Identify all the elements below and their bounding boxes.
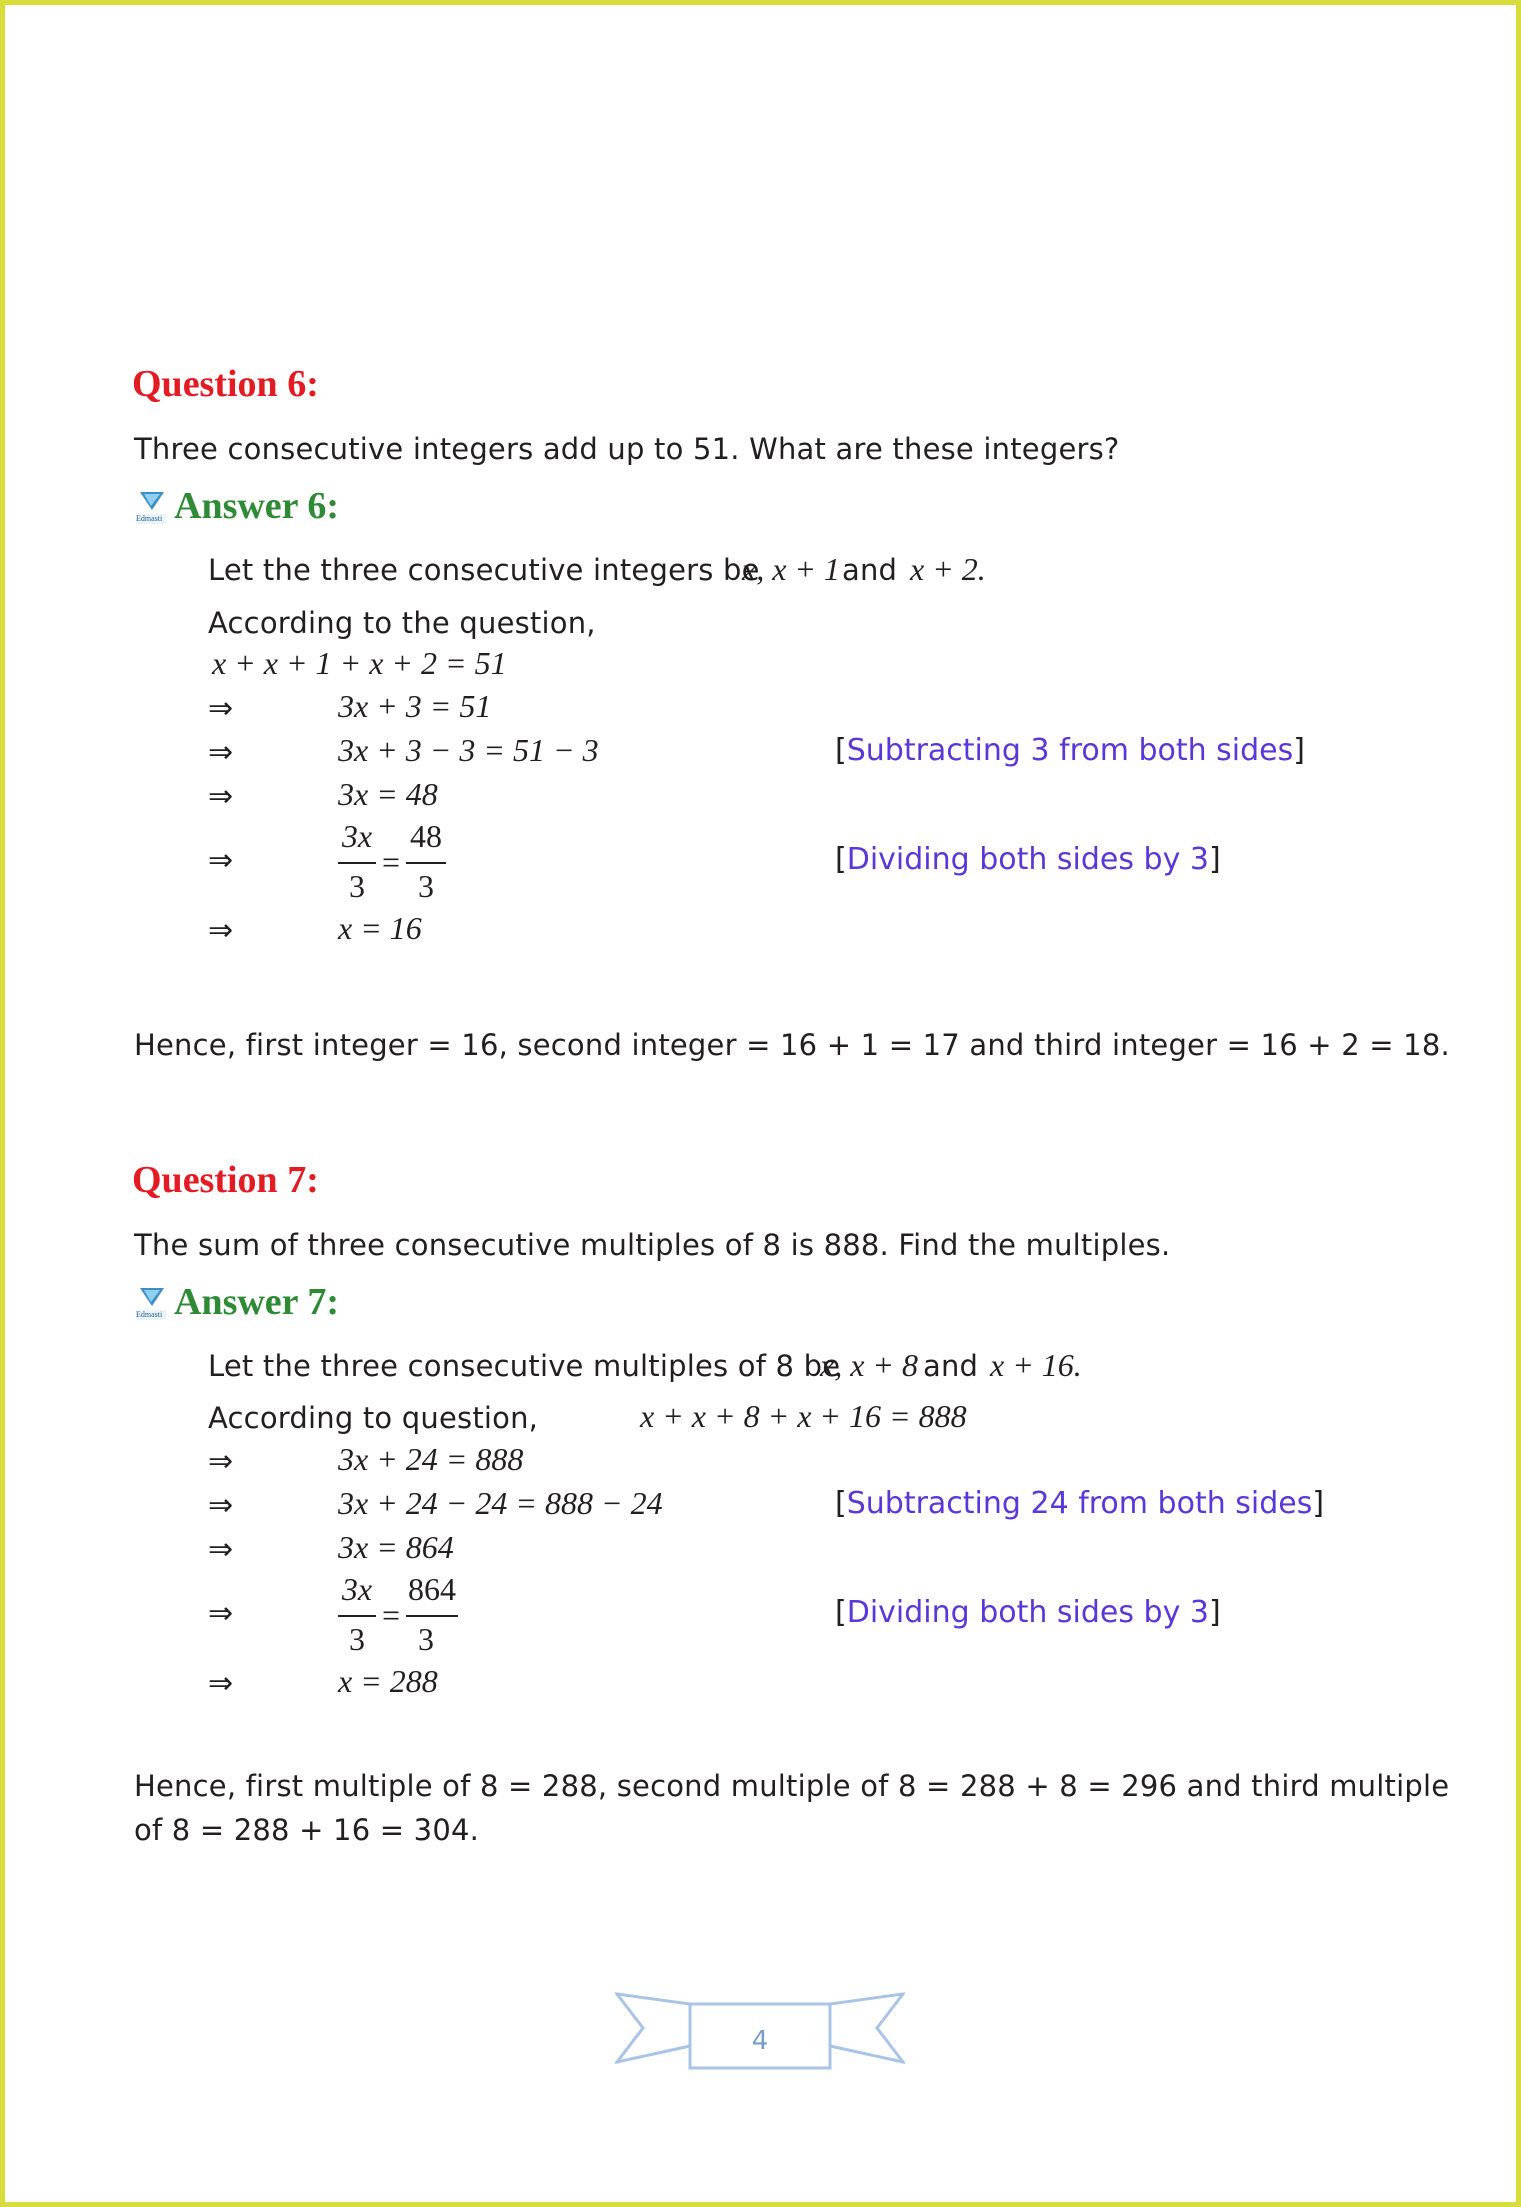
q7-arrow-5: ⇒ [208,1666,234,1701]
answer-6-heading: Answer 6: [174,485,340,527]
q7-arrow-2: ⇒ [208,1488,234,1523]
q7-let-and: and [923,1349,979,1383]
q7-step5: x = 288 [338,1663,438,1699]
q6-frac-right-numerator: 48 [410,818,442,854]
q6-note-subtract-text: Subtracting 3 from both sides [846,733,1294,768]
q7-eq1: x + x + 8 + x + 16 = 888 [640,1398,967,1434]
answer-7-heading: Answer 7: [174,1281,340,1323]
q6-frac-left-bar [338,862,376,864]
q6-let-and: and [842,553,898,587]
q6-note-divide: [Dividing both sides by 3] [835,842,1221,877]
q6-frac-left-denominator: 3 [349,868,365,904]
q7-step3: 3x = 864 [338,1529,454,1565]
q7-according: According to question, [208,1401,539,1435]
q7-frac-right-denominator: 3 [418,1621,434,1657]
q6-eq1: x + x + 1 + x + 2 = 51 [212,645,507,681]
q6-arrow-1: ⇒ [208,691,234,726]
q7-frac-right-numerator: 864 [408,1571,456,1607]
q6-frac-left-numerator: 3x [341,818,373,854]
q6-according: According to the question, [208,606,596,640]
q6-frac-right-denominator: 3 [418,868,434,904]
q7-note-subtract: [Subtracting 24 from both sides] [835,1486,1325,1521]
q6-step2: 3x + 3 − 3 = 51 − 3 [338,732,599,768]
q7-frac-equals: = [381,1597,401,1633]
q7-step2: 3x + 24 − 24 = 888 − 24 [338,1485,663,1521]
q6-step1: 3x + 3 = 51 [338,688,492,724]
q7-conclusion-line1: Hence, first multiple of 8 = 288, second multiple of 8 = 288 + 8 = 296 and third multiple [134,1769,1450,1803]
q7-let-expr1: x, x + 8 [820,1347,918,1383]
q6-let-expr2: x + 2. [910,551,986,587]
q6-arrow-2: ⇒ [208,735,234,770]
question-7-heading: Question 7: [132,1159,319,1201]
q6-frac-equals: = [381,844,401,880]
q7-conclusion-line2: of 8 = 288 + 16 = 304. [134,1813,480,1847]
q7-frac-left-denominator: 3 [349,1621,365,1657]
logo-text: Edmasti [136,514,163,523]
q6-conclusion: Hence, first integer = 16, second integer = 16 + 1 = 17 and third integer = 16 + 2 = 18. [134,1028,1450,1062]
q7-let-text: Let the three consecutive multiples of 8 be [208,1349,841,1383]
q7-frac-left-numerator: 3x [341,1571,373,1607]
q6-step3: 3x = 48 [338,776,438,812]
q7-step1: 3x + 24 = 888 [338,1441,524,1477]
q7-note-divide: [Dividing both sides by 3] [835,1595,1221,1630]
q7-fraction-equation [336,1571,466,1661]
q7-note-divide-text: Dividing both sides by 3 [846,1595,1209,1630]
q6-fraction-equation [336,818,466,908]
q7-arrow-4: ⇒ [208,1596,234,1631]
page-number: 4 [751,2026,769,2056]
q6-let-expr1: x, x + 1 [742,551,840,587]
question-6-text: Three consecutive integers add up to 51. What are these integers? [134,432,1120,466]
q6-arrow-3: ⇒ [208,779,234,814]
q7-note-subtract-text: Subtracting 24 from both sides [846,1486,1313,1521]
q7-arrow-1: ⇒ [208,1444,234,1479]
q6-arrow-5: ⇒ [208,913,234,948]
q6-step5: x = 16 [338,910,422,946]
question-7-text: The sum of three consecutive multiples of 8 is 888. Find the multiples. [134,1228,1171,1262]
q7-frac-left-bar [338,1615,376,1617]
logo-text: Edmasti [136,1310,163,1319]
q6-arrow-4: ⇒ [208,843,234,878]
q7-let-expr2: x + 16. [990,1347,1082,1383]
q7-frac-right-bar [406,1615,458,1617]
q6-let-text: Let the three consecutive integers be [208,553,760,587]
question-6-heading: Question 6: [132,363,319,405]
q6-note-subtract: [Subtracting 3 from both sides] [835,733,1305,768]
q7-arrow-3: ⇒ [208,1532,234,1567]
q6-note-divide-text: Dividing both sides by 3 [846,842,1209,877]
q6-frac-right-bar [406,862,446,864]
